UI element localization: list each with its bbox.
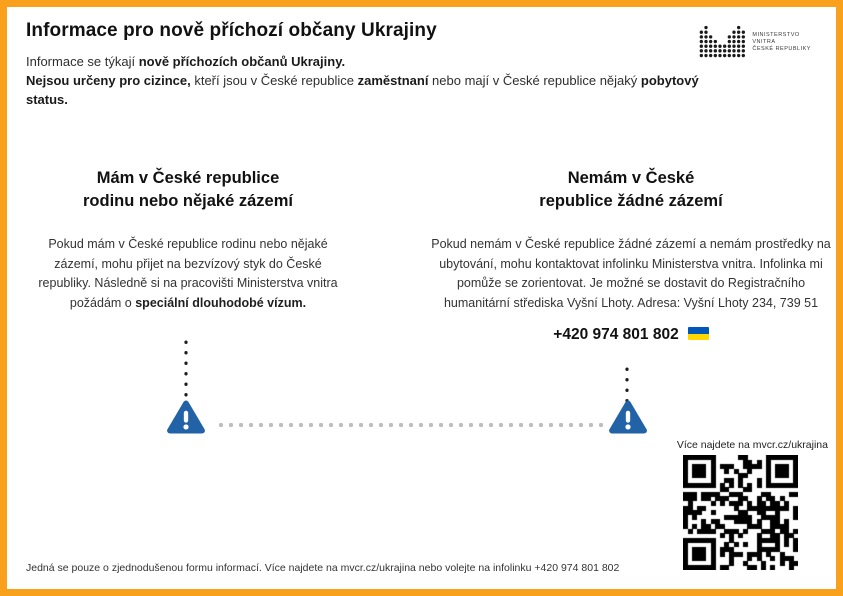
page-title: Informace pro nově příchozí občany Ukrajiny <box>26 20 437 41</box>
ministry-logo <box>699 24 820 60</box>
ministry-logo-text: MINISTERSTVO VNITRA ČESKÉ REPUBLIKY <box>752 31 811 52</box>
warning-icon-right <box>608 399 648 435</box>
header-text-block <box>26 20 699 109</box>
footer-note: Jedná se pouze o zjednodušenou formu informací. Více najdete na mvcr.cz/ukrajina nebo volejte na infolinku +420 974 801 802 <box>26 562 620 574</box>
left-column-heading: Mám v České republice rodinu nebo nějaké zázemí <box>83 169 293 210</box>
right-column <box>427 167 835 344</box>
qr-code <box>683 455 798 570</box>
dotted-connector-right <box>625 364 629 404</box>
dotted-connector-horizontal <box>216 422 608 428</box>
infoline-phone-number: +420 974 801 802 <box>553 326 679 343</box>
right-column-body: Pokud nemám v České republice žádné zázemí a nemám prostředky na ubytování, mohu kontaktovat infolinku Ministerstva vnitra. Infolinka mi pomůže se zorientovat. Je možné se dostavit do Registračního humanitární střediska Vyšní Lhoty. Adresa: Vyšní Lhoty 234, 739 51 <box>431 237 831 310</box>
intro-text <box>26 52 699 109</box>
warning-icon-left <box>166 399 206 435</box>
dotted-connector-left <box>184 337 188 401</box>
ministry-m-icon <box>699 24 746 60</box>
right-column-heading: Nemám v České republice žádné zázemí <box>539 169 723 210</box>
left-column <box>27 167 349 313</box>
intro-line-1: Informace se týkají nově příchozích občanů Ukrajiny. <box>26 54 346 69</box>
left-column-body: Pokud mám v České republice rodinu nebo nějaké zázemí, mohu přijet na bezvízový styk do České republiky. Následně si na pracovišti Ministerstva vnitra požádám o speciální dlouhodobé vízum. <box>38 237 338 310</box>
header <box>7 7 836 109</box>
qr-label: Více najdete na mvcr.cz/ukrajina <box>676 439 828 451</box>
phone-row <box>427 326 835 344</box>
intro-line-2: Nejsou určeny pro cizince, kteří jsou v České republice zaměstnaní nebo mají v České republice nějaký pobytový status. <box>26 73 699 107</box>
ukraine-flag-icon <box>688 327 709 340</box>
